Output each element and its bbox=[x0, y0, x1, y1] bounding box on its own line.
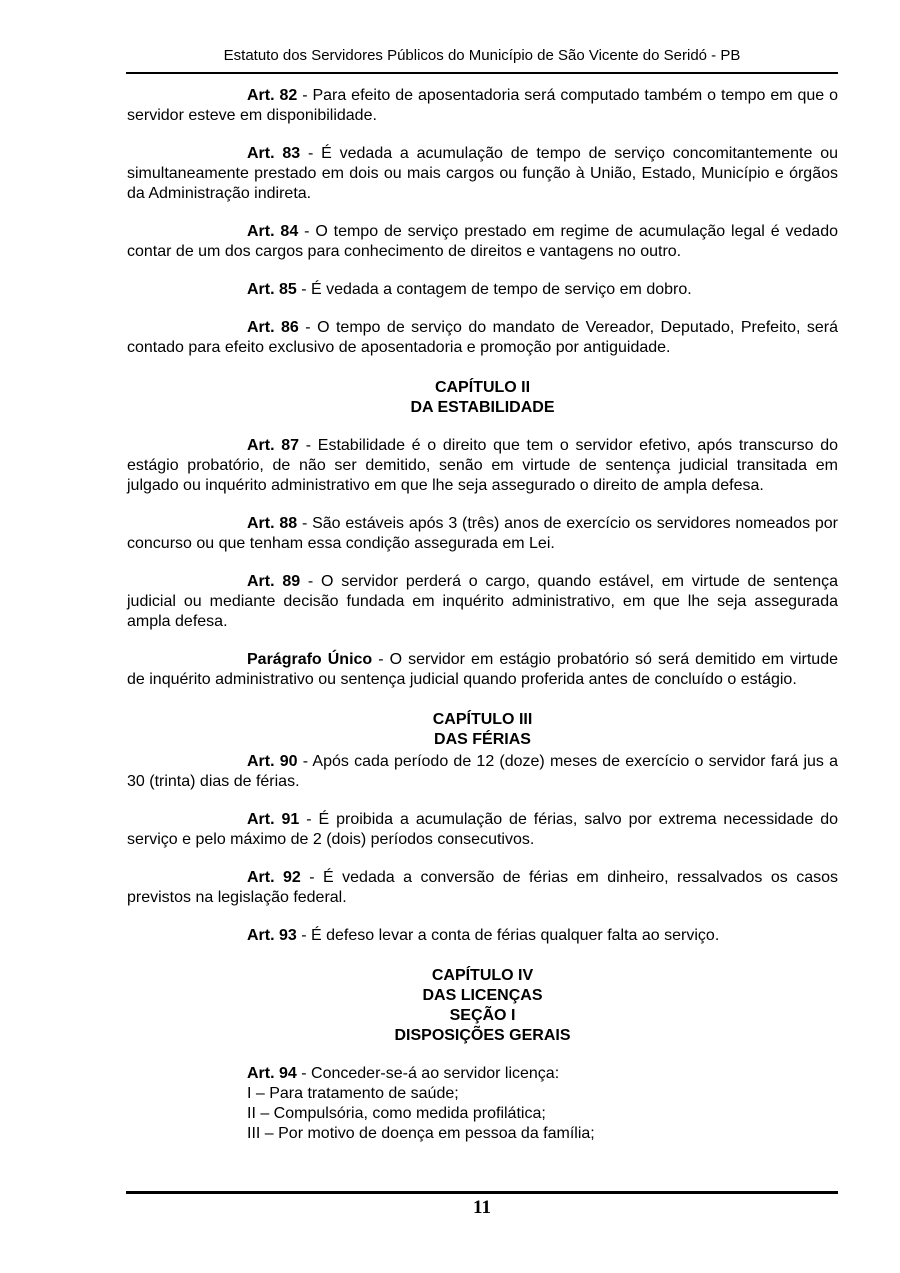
article-paragraph: Art. 92 - É vedada a conversão de férias em dinheiro, ressalvados os casos previstos na legislação federal. bbox=[127, 869, 839, 906]
page-number: 11 bbox=[473, 1197, 491, 1218]
article-label: Art. 93 bbox=[247, 927, 297, 944]
list-item: I – Para tratamento de saúde; bbox=[247, 1085, 459, 1102]
article-label: Art. 83 bbox=[247, 145, 301, 162]
list-item: III – Por motivo de doença em pessoa da família; bbox=[247, 1125, 595, 1142]
article-paragraph: Art. 87 - Estabilidade é o direito que tem o servidor efetivo, após transcurso do estágio probatório, de não ser demitido, senão em virtude de sentença judicial transitada em julgado ou inquérito administrativo em que lhe seja assegurado o direito de ampla defesa. bbox=[127, 437, 839, 494]
page-header bbox=[126, 0, 838, 74]
article-paragraph: Art. 84 - O tempo de serviço prestado em regime de acumulação legal é vedado contar de um dos cargos para conhecimento de direitos e vantagens no outro. bbox=[127, 223, 839, 260]
article-label: Art. 89 bbox=[247, 573, 301, 590]
article-paragraph: Art. 83 - É vedada a acumulação de tempo de serviço concomitantemente ou simultaneamente prestado em dois ou mais cargos ou função à União, Estado, Município e órgãos da Administração indireta. bbox=[127, 145, 839, 202]
article-label: Art. 85 bbox=[247, 281, 297, 298]
article-label: Art. 90 bbox=[247, 753, 298, 770]
article-paragraph: Art. 93 - É defeso levar a conta de férias qualquer falta ao serviço. bbox=[247, 927, 720, 944]
chapter-heading bbox=[127, 966, 838, 1046]
article-paragraph: Parágrafo Único - O servidor em estágio probatório só será demitido em virtude de inquérito administrativo ou sentença judicial quando proferida antes de concluído o estágio. bbox=[127, 651, 838, 688]
chapter-heading bbox=[127, 710, 838, 750]
article-label: Art. 82 bbox=[247, 87, 298, 104]
list-item: II – Compulsória, como medida profilática; bbox=[247, 1105, 546, 1122]
article-paragraph: Art. 89 - O servidor perderá o cargo, quando estável, em virtude de sentença judicial ou mediante decisão fundada em inquérito administrativo, em que lhe seja assegurada ampla defesa. bbox=[127, 573, 839, 630]
article-label: Art. 86 bbox=[247, 319, 299, 336]
heading-line: DAS FÉRIAS bbox=[434, 731, 531, 748]
article-label: Art. 87 bbox=[247, 437, 300, 454]
article-label: Art. 94 bbox=[247, 1065, 297, 1082]
heading-line: CAPÍTULO II bbox=[434, 379, 531, 396]
article-paragraph: Art. 90 - Após cada período de 12 (doze) meses de exercício o servidor fará jus a 30 (trinta) dias de férias. bbox=[127, 753, 839, 790]
article-label: Art. 84 bbox=[247, 223, 299, 240]
article-label: Art. 91 bbox=[247, 811, 300, 828]
article-paragraph: Art. 91 - É proibida a acumulação de férias, salvo por extrema necessidade do serviço e pelo máximo de 2 (dois) períodos consecutivos. bbox=[127, 811, 838, 848]
heading-line: CAPÍTULO III bbox=[432, 711, 533, 728]
article-label: Parágrafo Único bbox=[247, 651, 373, 668]
article-label: Art. 92 bbox=[247, 869, 301, 886]
heading-line: CAPÍTULO IV bbox=[431, 967, 534, 984]
heading-line: DA ESTABILIDADE bbox=[410, 399, 555, 416]
header-title: Estatuto dos Servidores Públicos do Município de São Vicente do Seridó - PB bbox=[223, 47, 741, 64]
article-paragraph: Art. 94 - Conceder-se-á ao servidor licença: bbox=[247, 1065, 560, 1082]
chapter-heading bbox=[127, 378, 838, 418]
heading-line: DAS LICENÇAS bbox=[422, 987, 543, 1004]
heading-line: DISPOSIÇÕES GERAIS bbox=[394, 1027, 571, 1044]
heading-line: SEÇÃO I bbox=[449, 1007, 516, 1024]
document-content bbox=[127, 68, 838, 1144]
article-paragraph: Art. 88 - São estáveis após 3 (três) anos de exercício os servidores nomeados por concurso ou que tenham essa condição assegurada em Lei. bbox=[127, 515, 839, 552]
article-paragraph: Art. 85 - É vedada a contagem de tempo de serviço em dobro. bbox=[247, 281, 692, 298]
footer-rule bbox=[126, 1191, 838, 1194]
article-label: Art. 88 bbox=[247, 515, 298, 532]
article-paragraph: Art. 86 - O tempo de serviço do mandato de Vereador, Deputado, Prefeito, será contado para efeito exclusivo de aposentadoria e promoção por antiguidade. bbox=[127, 319, 839, 356]
article-paragraph: Art. 82 - Para efeito de aposentadoria será computado também o tempo em que o servidor esteve em disponibilidade. bbox=[127, 87, 839, 124]
